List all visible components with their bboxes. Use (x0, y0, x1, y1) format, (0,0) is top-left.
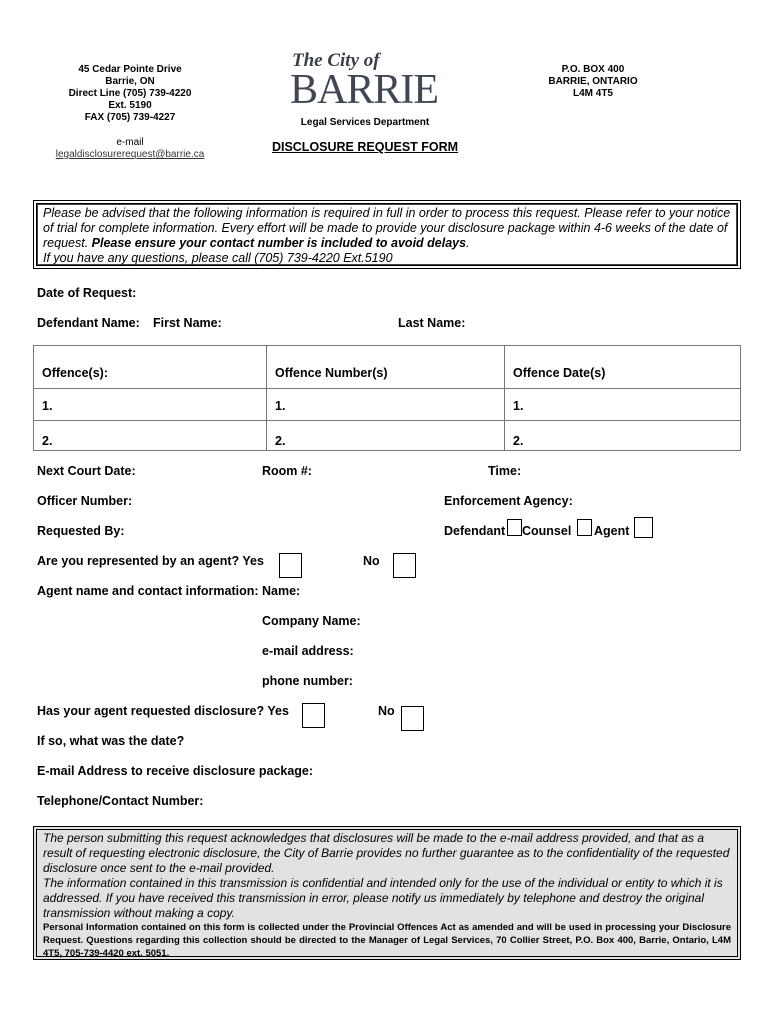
agent-requested-yes-checkbox[interactable] (302, 703, 325, 728)
notice-box (33, 200, 741, 269)
logo-text-main: BARRIE (290, 67, 439, 113)
represented-no-label: No (363, 554, 380, 568)
offence-number-cell[interactable]: 2. (267, 421, 505, 451)
logo-text-top: The City of (292, 50, 380, 71)
officer-number-label: Officer Number: (37, 494, 133, 508)
represented-no-checkbox[interactable] (393, 553, 416, 578)
department-name: Legal Services Department (300, 117, 430, 128)
disclaimer-confidential: The information contained in this transmission is confidential and intended only for the use of the individual or entity to which it is addressed. If you have received this transmission in error, please notify us immediately by telephone and destroy the original transmission without making a copy. (43, 876, 723, 920)
office-address (40, 64, 220, 124)
table-header-row (34, 346, 741, 389)
city-of-barrie-logo (288, 50, 444, 116)
time-label: Time: (488, 464, 522, 478)
notice-bold: Please ensure your contact number is included to avoid delays (91, 236, 467, 250)
disclaimer-box (33, 826, 741, 960)
notice-questions: If you have any questions, please call (705) 739-4220 Ext.5190 (43, 251, 393, 265)
defendant-name-label: Defendant Name: (37, 316, 140, 330)
telephone-label: Telephone/Contact Number: (37, 794, 204, 808)
postal-code: L4M 4T5 (572, 88, 613, 99)
address-line: BARRIE, ONTARIO (548, 76, 638, 87)
notice-text: Please be advised that the following information is required in full in order to process this request. Please refer to your notice of trial for complete information. Every effort will be made to provide your disclosure package within 4-6 weeks of the date of request. (43, 206, 731, 250)
notice-period: . (466, 236, 470, 250)
direct-line: Direct Line (705) 739-4220 (68, 88, 192, 99)
represented-yes-checkbox[interactable] (279, 553, 302, 578)
table-row (34, 421, 741, 451)
offence-numbers-header: Offence Number(s) (267, 346, 505, 389)
counsel-checkbox[interactable] (577, 519, 592, 536)
address-line: Barrie, ON (105, 76, 155, 87)
address-line: 45 Cedar Pointe Drive (78, 64, 182, 75)
defendant-checkbox[interactable] (507, 519, 522, 536)
offence-table (33, 345, 741, 451)
company-name-label: Company Name: (262, 614, 361, 628)
first-name-label: First Name: (153, 316, 222, 330)
agent-option-label: Agent (594, 524, 630, 538)
agent-phone-label: phone number: (262, 674, 353, 688)
disclosure-email-label: E-mail Address to receive disclosure package: (37, 764, 314, 778)
page-title: DISCLOSURE REQUEST FORM (271, 140, 459, 154)
offence-date-cell[interactable]: 2. (505, 421, 741, 451)
next-court-date-label: Next Court Date: (37, 464, 136, 478)
table-row (34, 389, 741, 421)
agent-checkbox[interactable] (634, 517, 653, 538)
po-box-address (503, 64, 683, 100)
email-label: e-mail (116, 137, 144, 148)
agent-requested-disclosure-label: Has your agent requested disclosure? Yes (37, 704, 289, 718)
requested-by-label: Requested By: (37, 524, 125, 538)
room-label: Room #: (262, 464, 312, 478)
privacy-notice: Personal Information contained on this form is collected under the Provincial Offences Act as amended and will be used in processing your Disclosure Request. Questions regarding this collection should be directed to the Manager of Legal Services, 70 Collier Street, P.O. Box 400, Barrie, Ontario, L4M 4T5, 705-739-4420 ext. 5051. (43, 922, 731, 959)
offence-number-cell[interactable]: 1. (267, 389, 505, 421)
represented-by-agent-label: Are you represented by an agent? Yes (37, 554, 264, 568)
agent-requested-no-label: No (378, 704, 395, 718)
offence-cell[interactable]: 2. (34, 421, 267, 451)
address-line: P.O. BOX 400 (561, 64, 625, 75)
disclaimer-electronic: The person submitting this request acknowledges that disclosures will be made to the e-mail address provided, and that as a result of requesting electronic disclosure, the City of Barrie provides no further guarantee as to the confidentiality of the requested disclosure once sent to the e-mail provided. (43, 831, 730, 875)
agent-name-label: Agent name and contact information: Name: (37, 584, 301, 598)
offence-cell[interactable]: 1. (34, 389, 267, 421)
enforcement-agency-label: Enforcement Agency: (444, 494, 573, 508)
email-link[interactable]: legaldisclosurerequest@barrie.ca (55, 149, 205, 160)
last-name-label: Last Name: (398, 316, 466, 330)
agent-email-label: e-mail address: (262, 644, 354, 658)
offence-dates-header: Offence Date(s) (505, 346, 741, 389)
offences-header: Offence(s): (34, 346, 267, 389)
counsel-option-label: Counsel (522, 524, 572, 538)
defendant-option-label: Defendant (444, 524, 506, 538)
agent-requested-no-checkbox[interactable] (401, 706, 424, 731)
extension: Ext. 5190 (108, 100, 152, 111)
offence-date-cell[interactable]: 1. (505, 389, 741, 421)
date-of-request-label: Date of Request: (37, 286, 137, 300)
request-date-label: If so, what was the date? (37, 734, 185, 748)
fax: FAX (705) 739-4227 (84, 112, 176, 123)
